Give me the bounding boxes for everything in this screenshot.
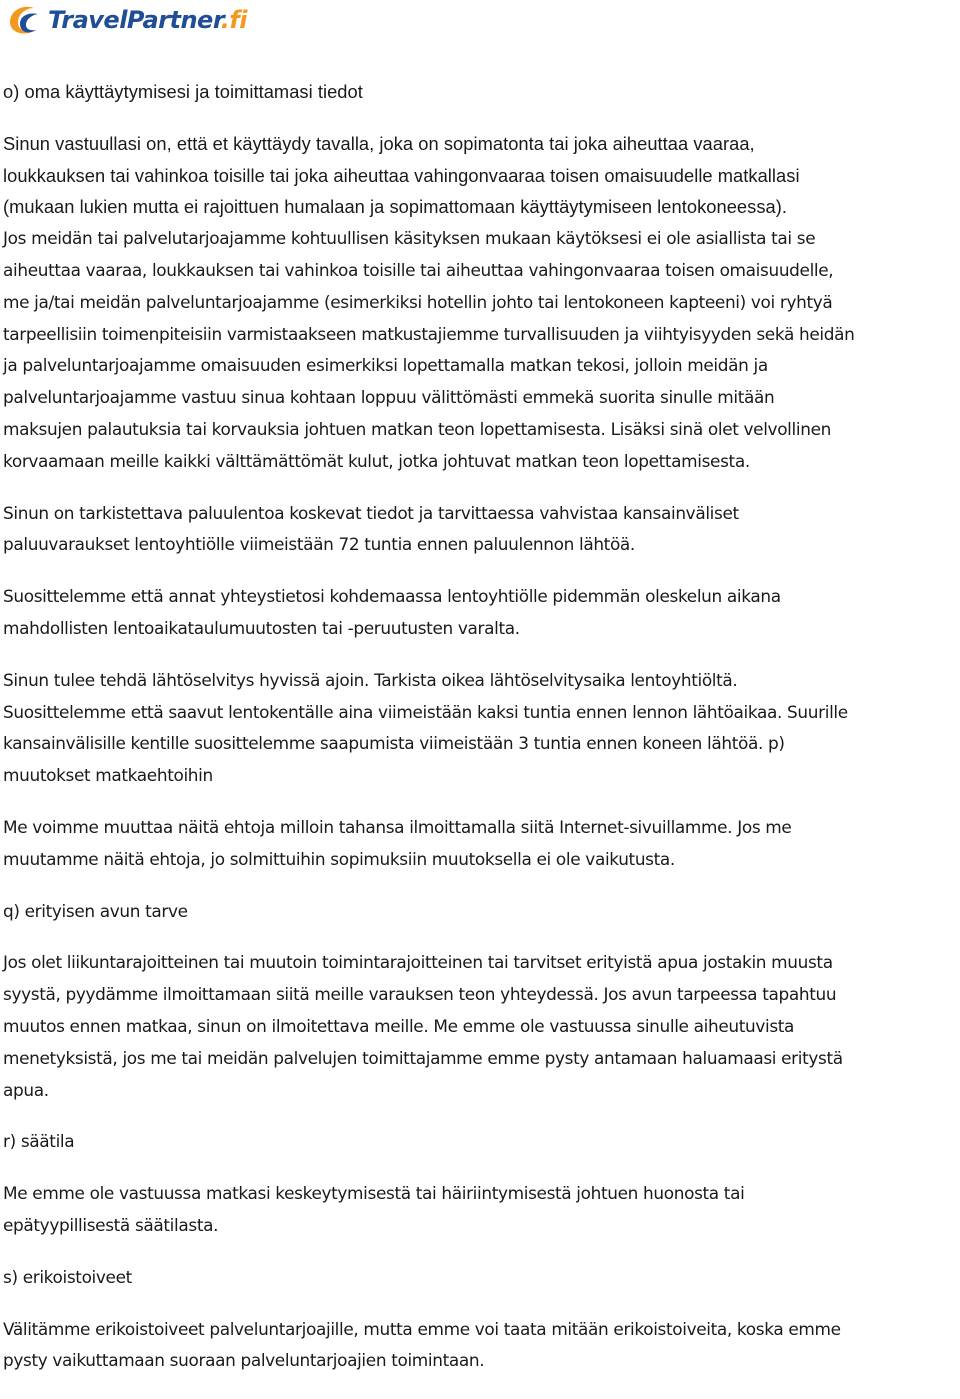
text-line: maksujen palautuksia tai korvauksia johtuen matkan teon lopettamisesta. Lisäksi sinä olet velvollinen [3,418,831,439]
text-line: syystä, pyydämme ilmoittamaan siitä meille varauksen teon yhteydessä. Jos avun tarpeessa tapahtuu [3,984,837,1005]
paragraph-special-assistance [3,947,960,1106]
text-line: menetyksistä, jos me tai meidän palvelujen toimittajamme emme pysty antamaan haluamaasi eritystä [3,1047,843,1068]
text-line: s) erikoistoiveet [3,1266,132,1287]
text-line: aiheuttaa vaaraa, loukkauksen tai vahinkoa toisille tai aiheuttaa vahingonvaaraa toisen omaisuudelle, [3,259,834,280]
swirl-logo-icon [4,2,46,38]
paragraph-return-flight [3,498,960,562]
text-line: Jos meidän tai palvelutarjoajamme kohtuullisen käsityksen mukaan käytöksesi ei ole asiallista tai se [3,228,816,249]
section-heading-o [3,76,960,108]
text-line: loukkauksen tai vahinkoa toisille tai joka aiheuttaa vahingonvaaraa toisen omaisuudelle matkallasi [3,164,800,186]
text-line: Me voimme muuttaa näitä ehtoja milloin tahansa ilmoittamalla siitä Internet-sivuillamme. Jos me [3,816,792,837]
text-line: Jos olet liikuntarajoitteinen tai muutoin toimintarajoitteinen tai tarvitset erityistä apua jostakin muusta [3,952,833,973]
travelpartner-logo [4,2,247,38]
text-line: me ja/tai meidän palveluntarjoajamme (esimerkiksi hotellin johto tai lentokoneen kapteeni) voi ryhtyä [3,291,833,312]
section-heading-s [3,1262,960,1294]
paragraph-contact-info [3,581,960,645]
text-line: (mukaan lukien mutta ei rajoittuen humalaan ja sopimattomaan käyttäytymiseen lentokoneessa). [3,196,787,218]
logo-wordmark: TravelPartner.fi [48,6,248,34]
paragraph-special-requests [3,1314,960,1378]
paragraph-conduct [3,128,960,478]
text-line: Sinun on tarkistettava paluulentoa koskevat tiedot ja tarvittaessa vahvistaa kansainväliset [3,502,739,523]
section-heading-r [3,1126,960,1158]
paragraph-check-in [3,665,960,792]
text-line: q) erityisen avun tarve [3,900,188,921]
paragraph-weather [3,1178,960,1242]
text-line: muutos ennen matkaa, sinun on ilmoitettava meille. Me emme ole vastuussa sinulle aiheutuvista [3,1015,795,1036]
text-line: Me emme ole vastuussa matkasi keskeytymisestä tai häiriintymisestä johtuen huonosta tai [3,1183,745,1204]
paragraph-changes [3,812,960,876]
text-line: ja palveluntarjoajamme omaisuuden esimerkiksi lopettamalla matkan tekosi, jolloin meidän ja [3,355,768,376]
text-line: Suosittelemme että annat yhteystietosi kohdemaassa lentoyhtiölle pidemmän oleskelun aikana [3,586,781,607]
text-line: muutokset matkaehtoihin [3,765,213,786]
text-line: tarpeellisiin toimenpiteisiin varmistaakseen matkustajiemme turvallisuuden ja viihtyisyyden sekä heidän [3,323,855,344]
text-line: Sinun tulee tehdä lähtöselvitys hyvissä ajoin. Tarkista oikea lähtöselvitysaika lentoyhtiöltä. [3,669,738,690]
section-heading-q [3,896,960,928]
text-line: mahdollisten lentoaikataulumuutosten tai -peruutusten varalta. [3,617,520,638]
text-line: r) säätila [3,1131,75,1152]
document-body [3,76,960,1397]
text-line: epätyypillisestä säätilasta. [3,1214,219,1235]
text-line: palveluntarjoajamme vastuu sinua kohtaan loppuu välittömästi emmekä suorita sinulle mitään [3,387,775,408]
text-line: Sinun vastuullasi on, että et käyttäydy tavalla, joka on sopimatonta tai joka aiheuttaa vaaraa, [3,132,755,154]
text-line: muutamme näitä ehtoja, jo solmittuihin sopimuksiin muutoksella ei ole vaikutusta. [3,848,675,869]
text-line: pysty vaikuttamaan suoraan palveluntarjoajien toimintaan. [3,1350,485,1371]
text-line: paluuvaraukset lentoyhtiölle viimeistään 72 tuntia ennen paluulennon lähtöä. [3,534,635,555]
text-line: Suosittelemme että saavut lentokentälle aina viimeistään kaksi tuntia ennen lennon lähtöaikaa. Suurille [3,701,848,722]
text-line: o) oma käyttäytymisesi ja toimittamasi tiedot [3,81,363,102]
text-line: kansainvälisille kentille suosittelemme saapumista viimeistään 3 tuntia ennen koneen lähtöä. p) [3,733,785,754]
text-line: Välitämme erikoistoiveet palveluntarjoajille, mutta emme voi taata mitään erikoistoiveita, koska emme [3,1318,841,1339]
text-line: apua. [3,1079,49,1100]
text-line: korvaamaan meille kaikki välttämättömät kulut, jotka johtuvat matkan teon lopettamisesta. [3,450,750,471]
